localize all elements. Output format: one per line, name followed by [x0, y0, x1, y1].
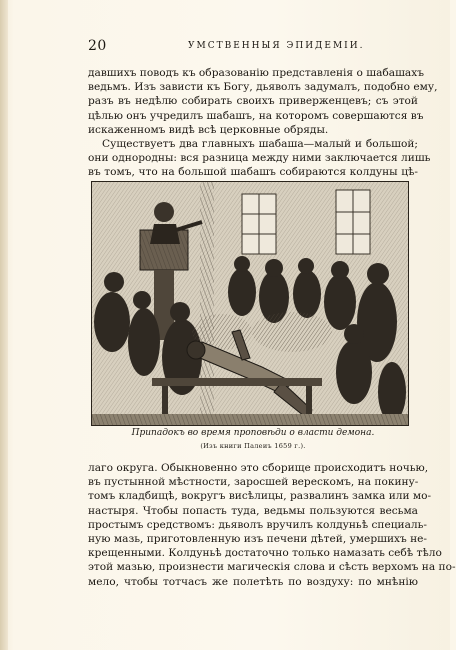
- text-line: ведьмъ. Изъ зависти къ Богу, дьяволъ задумалъ, подобно ему,: [88, 81, 438, 94]
- running-title: УМСТВЕННЫЯ ЭПИДЕМІИ.: [188, 41, 365, 51]
- text-line: цѣлью онъ учредилъ шабашъ, на которомъ совершаются въ: [88, 109, 424, 122]
- page-header: [88, 38, 418, 56]
- engraving-illustration: [91, 181, 409, 426]
- text-line: мело, чтобы тотчасъ же полетѣть по воздуху: по мнѣнію: [88, 575, 418, 588]
- text-line: искаженномъ видѣ всѣ церковные обряды.: [88, 123, 329, 136]
- bottom-paragraph: [88, 461, 456, 589]
- text-line: Существуетъ два главныхъ шабаша—малый и большой;: [102, 138, 418, 151]
- top-paragraphs: [88, 66, 438, 180]
- text-line: они однородны: вся разница между ними заключается лишь: [88, 152, 431, 165]
- text-line: настыря. Чтобы попасть туда, ведьмы пользуются весьма: [88, 504, 418, 517]
- text-line: давшихъ поводъ къ образованію представленія о шабашахъ: [88, 67, 424, 79]
- text-line: ную мазь, приготовленную изъ печени дѣтей, умершихъ не-: [88, 533, 427, 546]
- text-line: томъ кладбищѣ, вокругъ висѣлицы, развалинъ замка или мо-: [88, 490, 432, 503]
- engraving-drawing: [92, 182, 408, 425]
- text-line: разъ въ недѣлю собирать своихъ приверженцевъ; съ этой: [88, 95, 418, 108]
- page-number: 20: [88, 38, 107, 54]
- text-line: въ пустынной мѣстности, заросшей верескомъ, на покину-: [88, 476, 419, 489]
- figure-source: (Изъ книги Палеиъ 1659 г.).: [200, 442, 306, 450]
- text-line: этой мазью, произнести магическія слова и сѣсть верхомъ на по-: [88, 561, 456, 574]
- page-binding-edge: [0, 0, 8, 650]
- text-line: лаго округа. Обыкновенно это сборище происходитъ ночью,: [88, 462, 429, 474]
- text-line: крещенными. Колдуньѣ достаточно только намазать себѣ тѣло: [88, 547, 442, 560]
- figure-caption: Припадокъ во время проповѣди о власти демона.: [131, 428, 375, 438]
- text-line: простымъ средствомъ: дьяволъ вручилъ колдуньѣ специаль-: [88, 518, 427, 531]
- text-line: въ томъ, что на большой шабашъ собираются колдуны цѣ-: [88, 166, 418, 179]
